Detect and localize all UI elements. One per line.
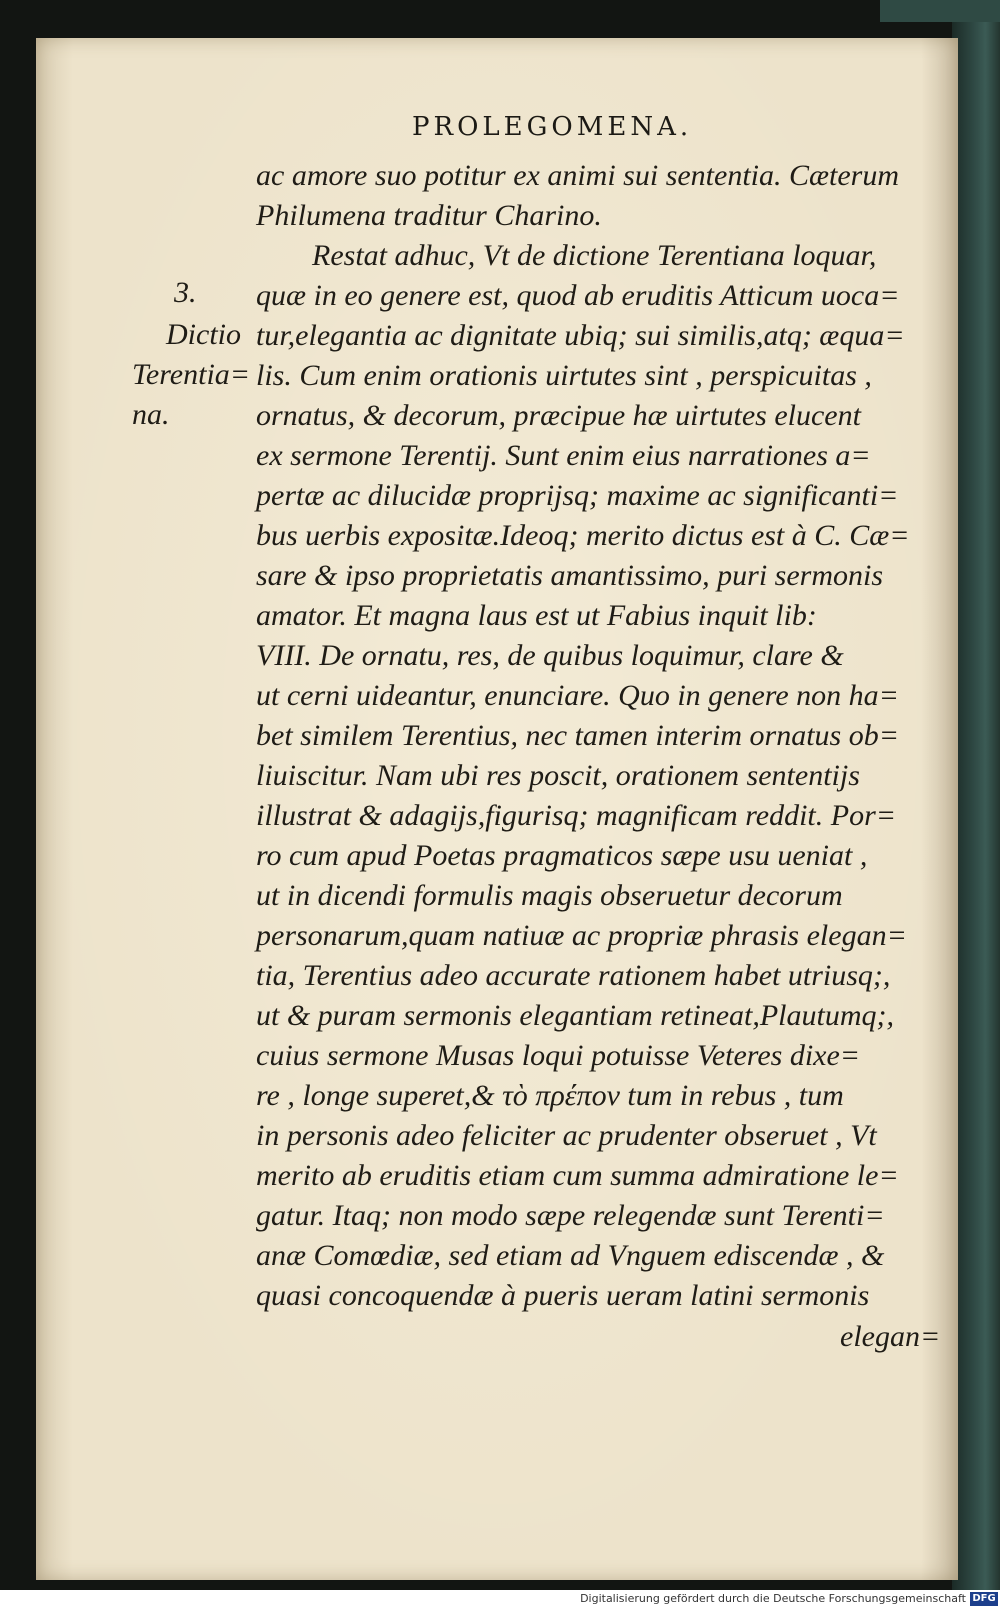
text-line: ac amore suo potitur ex animi sui sententia. Cæterum	[256, 159, 900, 192]
text-line: merito ab eruditis etiam cum summa admiratione le=	[256, 1159, 899, 1192]
text-line: ro cum apud Poetas pragmaticos sæpe usu ueniat ,	[256, 839, 868, 872]
margin-note-number: 3.	[174, 276, 197, 309]
text-line: ut & puram sermonis elegantiam retineat,Plautumq;,	[256, 999, 894, 1032]
text-line: ut in dicendi formulis magis obseruetur decorum	[256, 879, 843, 912]
text-line: personarum,quam natiuæ ac propriæ phrasis elegan=	[256, 919, 907, 952]
text-line: cuius sermone Musas loqui potuisse Veteres dixe=	[256, 1039, 861, 1072]
margin-note-line-2: Terentia=	[132, 358, 251, 391]
text-line: in personis adeo feliciter ac prudenter obseruet , Vt	[256, 1119, 877, 1152]
text-line: gatur. Itaq; non modo sæpe relegendæ sunt Terenti=	[256, 1199, 885, 1232]
text-line: amator. Et magna laus est ut Fabius inquit lib:	[256, 599, 817, 632]
text-line: illustrat & adagijs,figurisq; magnificam reddit. Por=	[256, 799, 896, 832]
running-head: PROLEGOMENA.	[412, 112, 693, 142]
dfg-logo[interactable]: DFG	[970, 1592, 998, 1606]
text-line: ut cerni uideantur, enunciare. Quo in genere non ha=	[256, 679, 899, 712]
margin-note-line-1: Dictio	[166, 318, 241, 351]
margin-note-line-3: na.	[132, 398, 170, 431]
text-line: Philumena traditur Charino.	[256, 199, 602, 232]
text-line: pertæ ac dilucidæ proprijsq; maxime ac significanti=	[256, 479, 899, 512]
text-line: anæ Comœdiæ, sed etiam ad Vnguem ediscendæ , &	[256, 1239, 885, 1272]
text-line: lis. Cum enim orationis uirtutes sint , perspicuitas ,	[256, 359, 872, 392]
book-cover-top	[880, 0, 1000, 22]
catchword: elegan=	[840, 1320, 941, 1353]
text-line: VIII. De ornatu, res, de quibus loquimur, clare &	[256, 639, 844, 672]
text-line: liuiscitur. Nam ubi res poscit, orationem sententijs	[256, 759, 860, 792]
text-line: re , longe superet,& τὸ πρέπον tum in rebus , tum	[256, 1079, 844, 1112]
digitization-credit: Digitalisierung gefördert durch die Deutsche Forschungsgemeinschaft	[580, 1592, 966, 1605]
text-line: ornatus, & decorum, præcipue hæ uirtutes elucent	[256, 399, 861, 432]
text-line: quæ in eo genere est, quod ab eruditis Atticum uoca=	[256, 279, 900, 312]
text-line: quasi concoquendæ à pueris ueram latini sermonis	[256, 1279, 870, 1312]
text-line: tia, Terentius adeo accurate rationem habet utriusq;,	[256, 959, 891, 992]
book-cover-edge	[952, 0, 1000, 1590]
text-line: ex sermone Terentij. Sunt enim eius narrationes a=	[256, 439, 871, 472]
text-line: sare & ipso proprietatis amantissimo, puri sermonis	[256, 559, 883, 592]
text-line: tur,elegantia ac dignitate ubiq; sui similis,atq; æqua=	[256, 319, 905, 352]
text-line: bus uerbis expositæ.Ideoq; merito dictus est à C. Cæ=	[256, 519, 910, 552]
text-line: bet similem Terentius, nec tamen interim ornatus ob=	[256, 719, 899, 752]
text-line: Restat adhuc, Vt de dictione Terentiana loquar,	[312, 239, 877, 272]
